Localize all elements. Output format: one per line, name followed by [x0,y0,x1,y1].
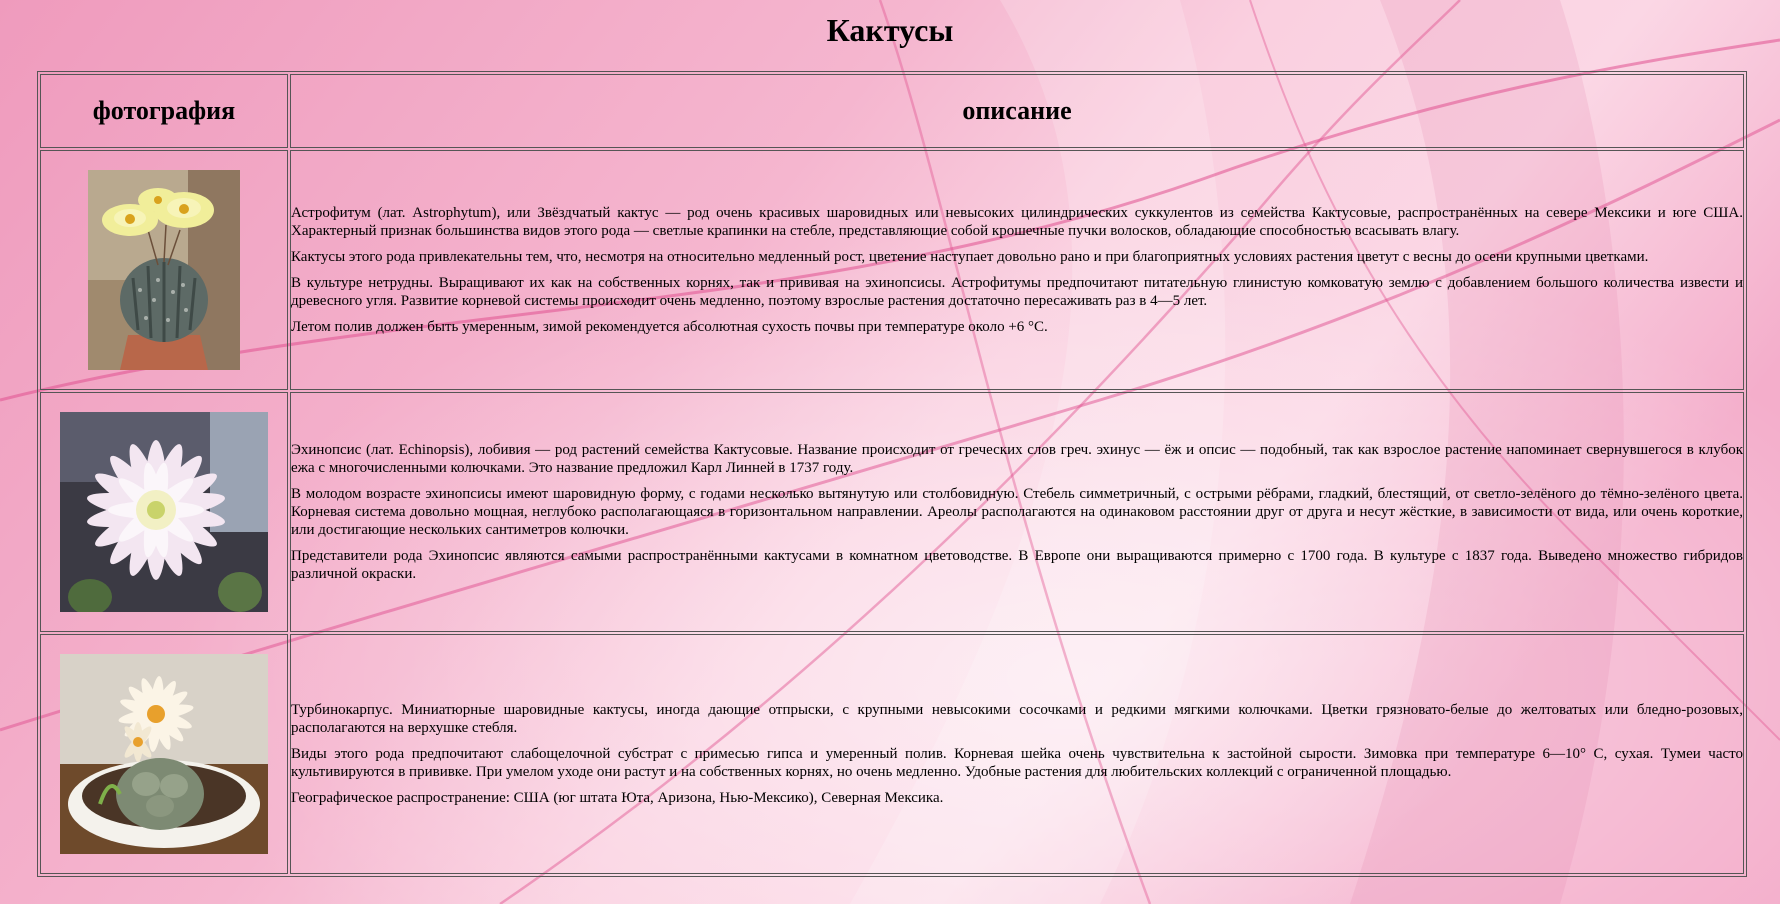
photo-column-header: фотография [40,74,288,148]
cacti-table [37,71,1747,877]
description-paragraph: Летом полив должен быть умеренным, зимой рекомендуется абсолютная сухость почвы при температуре около +6 °С. [291,319,1048,335]
turbinicarpus-cactus-photo [60,654,268,854]
photo-cell [40,634,288,874]
description-cell [290,634,1744,874]
table-header-row [40,74,1744,148]
photo-cell [40,150,288,390]
description-paragraph: Эхинопсис (лат. Echinopsis), лобивия — род растений семейства Кактусовые. Название происходит от греческих слов греч. эхинус — ёж и опсис — подобный, так как взрослое растение напоминает свернувшегося в клубок ежа с многочисленными колючками. Это название предложил Карл Линней в 1737 году. [291,442,1743,476]
description-paragraph: В молодом возрасте эхинопсисы имеют шаровидную форму, с годами несколько вытянутую или столбовидную. Стебель симметричный, с острыми рёбрами, гладкий, блестящий, от светло-зелёного до тёмно-зелёного цвета. Корневая система довольно мощная, неглубоко располагающаяся в горизонтальном направлении. Ареолы располагаются на одинаковом расстоянии друг от друга и несут жёсткие, в зависимости от вида, или очень короткие, или достигающие нескольких сантиметров колючки. [291,486,1743,538]
description-paragraph: В культуре нетрудны. Выращивают их как на собственных корнях, так и прививая на эхинопсисы. Астрофитумы предпочитают питательную глинистую комковатую землю с добавлением большого количества извести и древесного угля. Развитие корневой системы происходит очень медленно, поэтому взрослые растения достаточно пересаживать раз в 4—5 лет. [291,275,1743,309]
table-row [40,392,1744,632]
table-row [40,150,1744,390]
page-title: Кактусы [826,12,954,48]
description-paragraph: Представители рода Эхинопсис являются самыми распространёнными кактусами в комнатном цветоводстве. В Европе они выращиваются примерно с 1700 года. В культуре с 1837 года. Выведено множество гибридов различной окраски. [291,548,1743,582]
table-row [40,634,1744,874]
description-cell [290,150,1744,390]
echinopsis-flower-photo [60,412,268,612]
description-paragraph: Астрофитум (лат. Astrophytum), или Звёздчатый кактус — род очень красивых шаровидных или невысоких цилиндрических суккулентов из семейства Кактусовые, распространённых на севере Мексики и юге США. Характерный признак большинства видов этого рода — светлые крапинки на стебле, представляющие собой крошечные пучки волосков, обладающие способностью всасывать влагу. [291,205,1743,239]
description-paragraph: Турбинокарпус. Миниатюрные шаровидные кактусы, иногда дающие отпрыски, с крупными невысокими сосочками и редкими мягкими колючками. Цветки грязновато-белые до желтоватых или бледно-розовых, располагаются на верхушке стебля. [291,702,1743,736]
description-paragraph: Географическое распространение: США (юг штата Юта, Аризона, Нью-Мексико), Северная Мексика. [291,790,944,806]
description-paragraph: Кактусы этого рода привлекательны тем, что, несмотря на относительно медленный рост, цветение наступает довольно рано и при благоприятных условиях растения цветут с весны до осени крупными цветками. [291,249,1649,265]
description-cell [290,392,1744,632]
photo-cell [40,392,288,632]
description-paragraph: Виды этого рода предпочитают слабощелочной субстрат с примесью гипса и умеренный полив. Корневая шейка очень чувствительна к застойной сырости. Зимовка при температуре 6—10° С, сухая. Тумеи часто культивируются в прививке. При умелом уходе они растут и на собственных корнях, но очень медленно. Удобные растения для любительских коллекций с ограниченной площадью. [291,746,1743,780]
astrophytum-cactus-photo [88,170,240,370]
description-column-header: описание [290,74,1744,148]
